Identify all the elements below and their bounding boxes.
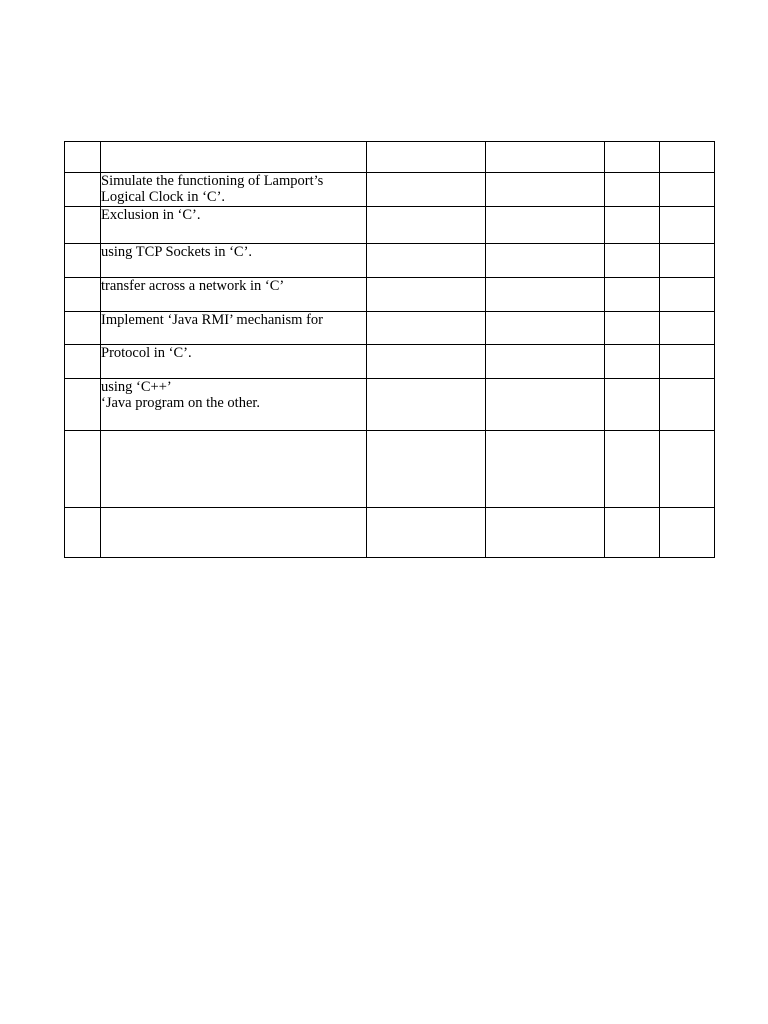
table-row	[65, 312, 715, 345]
table-cell	[367, 431, 486, 508]
table-cell	[660, 173, 715, 207]
description-cell	[101, 379, 367, 431]
table-cell	[486, 173, 605, 207]
table-cell	[367, 173, 486, 207]
table-row	[65, 508, 715, 558]
table-cell	[65, 207, 101, 244]
table-row	[65, 431, 715, 508]
table-cell	[605, 173, 660, 207]
table-row	[65, 244, 715, 278]
table-row	[65, 142, 715, 173]
table-cell	[367, 278, 486, 312]
table-cell	[605, 345, 660, 379]
table-cell	[660, 431, 715, 508]
table-cell	[367, 508, 486, 558]
table-cell	[367, 142, 486, 173]
table-cell	[65, 345, 101, 379]
table-cell	[605, 142, 660, 173]
table-cell	[367, 312, 486, 345]
table-cell	[605, 244, 660, 278]
table-cell	[486, 207, 605, 244]
table-cell	[605, 431, 660, 508]
description-line: Exclusion in ‘C’.	[101, 207, 201, 223]
description-line: using TCP Sockets in ‘C’.	[101, 244, 253, 260]
table-cell	[486, 278, 605, 312]
table-cell	[65, 278, 101, 312]
experiment-list-table	[64, 141, 715, 558]
table-cell	[486, 508, 605, 558]
table-cell	[486, 312, 605, 345]
table-cell	[65, 379, 101, 431]
table-cell	[367, 345, 486, 379]
table-cell	[605, 508, 660, 558]
table-cell	[660, 508, 715, 558]
table-cell	[660, 278, 715, 312]
description-line: Implement ‘Java RMI’ mechanism for	[101, 312, 323, 328]
table-cell	[101, 431, 367, 508]
table-cell	[65, 312, 101, 345]
description-cell	[101, 312, 367, 345]
table-cell	[660, 345, 715, 379]
table-cell	[486, 431, 605, 508]
table-cell	[660, 207, 715, 244]
table-cell	[367, 207, 486, 244]
table-cell	[101, 142, 367, 173]
table-cell	[605, 379, 660, 431]
table-cell	[486, 142, 605, 173]
description-line: Protocol in ‘C’.	[101, 345, 192, 361]
table-cell	[101, 508, 367, 558]
table-cell	[605, 207, 660, 244]
table-cell	[65, 173, 101, 207]
table-row	[65, 345, 715, 379]
table-cell	[65, 508, 101, 558]
description-cell	[101, 345, 367, 379]
table-cell	[65, 244, 101, 278]
description-line: Logical Clock in ‘C’.	[101, 189, 226, 205]
table-cell	[65, 431, 101, 508]
description-cell	[101, 207, 367, 244]
description-line: Simulate the functioning of Lamport’s	[101, 173, 324, 189]
table-row	[65, 173, 715, 207]
table-row	[65, 379, 715, 431]
table-cell	[486, 345, 605, 379]
table-cell	[367, 379, 486, 431]
description-line: transfer across a network in ‘C’	[101, 278, 285, 294]
table-cell	[65, 142, 101, 173]
table-cell	[660, 244, 715, 278]
table-cell	[605, 312, 660, 345]
table-cell	[660, 379, 715, 431]
description-line: using ‘C++’	[101, 379, 172, 395]
table-row	[65, 278, 715, 312]
description-cell	[101, 244, 367, 278]
description-cell	[101, 173, 367, 207]
table-cell	[486, 244, 605, 278]
table-cell	[367, 244, 486, 278]
table-cell	[605, 278, 660, 312]
table-cell	[486, 379, 605, 431]
description-cell	[101, 278, 367, 312]
table-cell	[660, 142, 715, 173]
table-row	[65, 207, 715, 244]
description-line: ‘Java program on the other.	[101, 395, 261, 411]
table-cell	[660, 312, 715, 345]
